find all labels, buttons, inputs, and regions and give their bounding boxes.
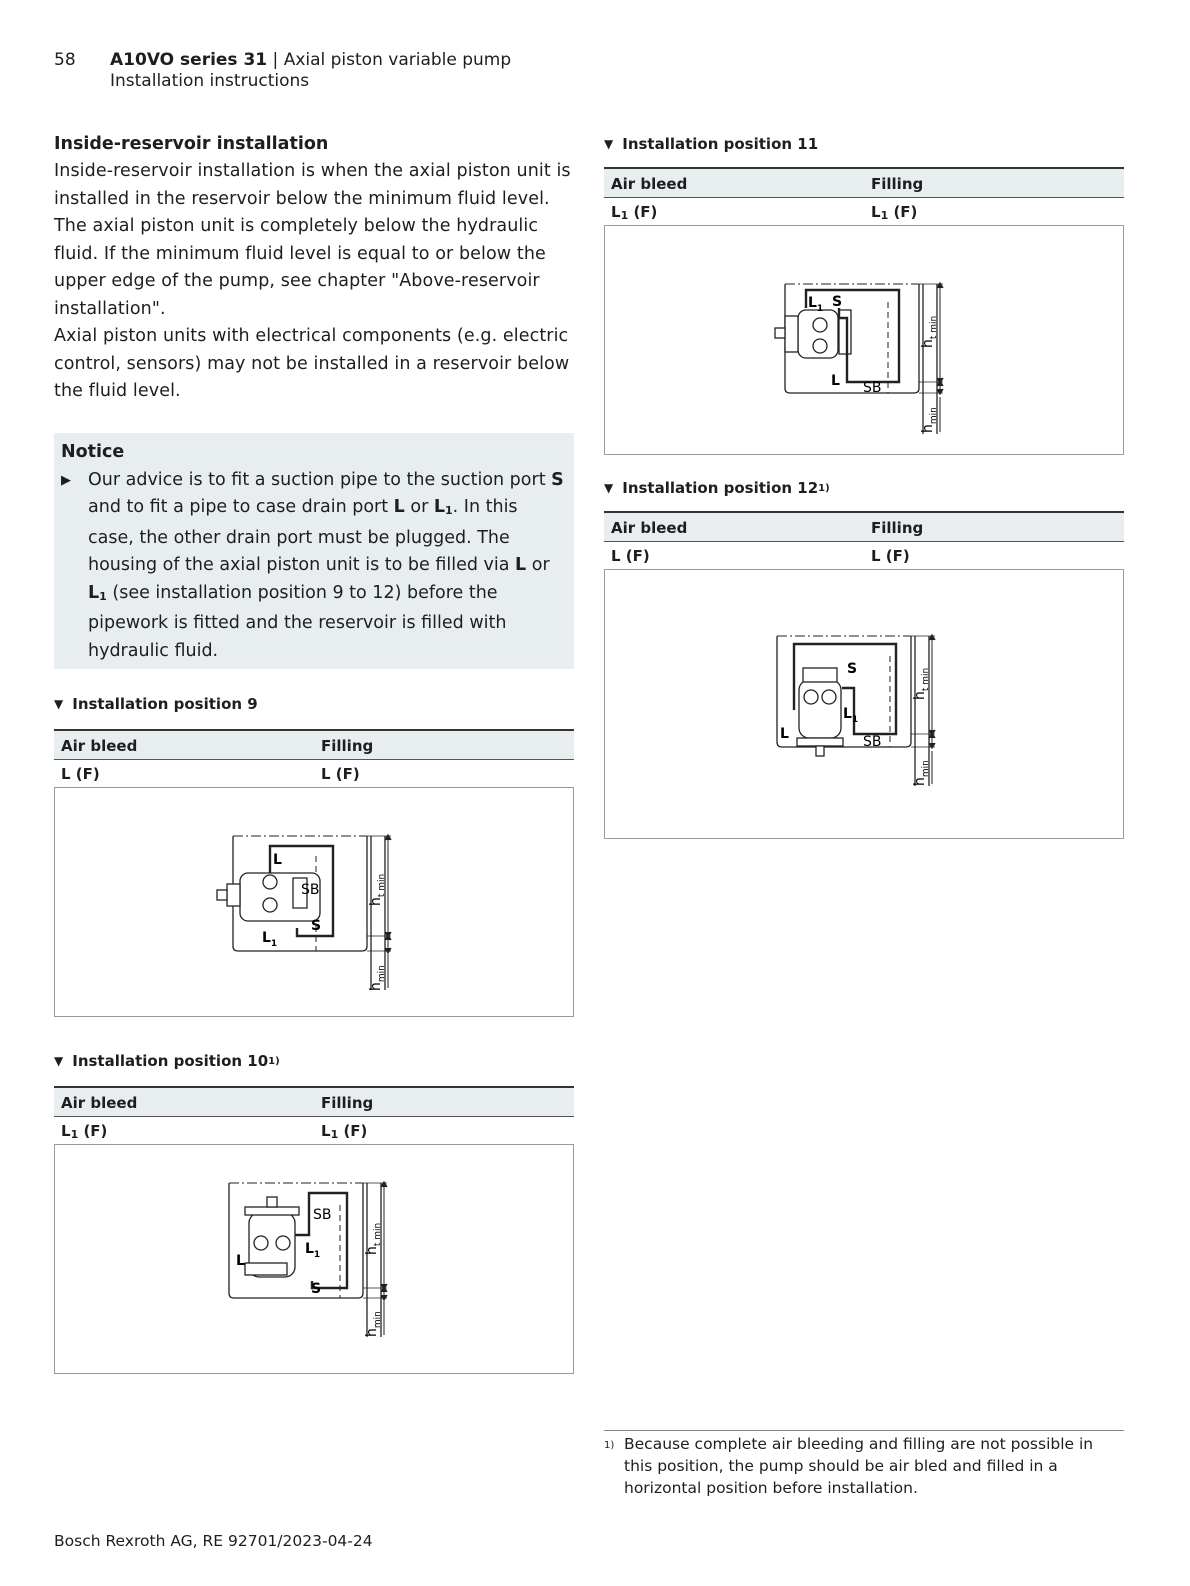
filling-header: Filling <box>314 1087 574 1117</box>
label-h-min: $h_{min}$ <box>912 760 931 786</box>
filling-header: Filling <box>864 512 1124 542</box>
notice-text: Our advice is to fit a suction pipe to the suction port S and to fit a pipe to case drain port L or L1. In this case, the other drain port must be plugged. The housing of the axial piston unit is to be filled via L or L1 (see installation position 9 to 12) before the pipework is fitted and the reservoir is filled with hydraulic fluid. <box>88 469 564 661</box>
air-bleed-header: Air bleed <box>604 168 864 198</box>
footnote-text: Because complete air bleeding and filling are not possible in this position, the pump should be air bled and filled in a horizontal position before installation. <box>624 1435 1094 1497</box>
filling-value: L (F) <box>321 764 360 783</box>
label-h-min: $h_{min}$ <box>920 407 939 433</box>
position-heading[interactable]: ▼ Installation position 10 1) <box>54 1052 280 1070</box>
intro-paragraph-1: Inside-reservoir installation is when the axial piston unit is installed in the reservoir below the minimum fluid level. The axial piston unit is completely below the hydraulic fluid. If the minimum fluid level is equal to or below the upper edge of the pump, see chapter "Above-reservoir installation". <box>54 161 571 319</box>
label-ht-min: $h_{t min}$ <box>364 1222 383 1255</box>
port-label-l: L <box>780 726 789 742</box>
header-separator: | <box>267 50 284 70</box>
label-sb: SB <box>313 1207 332 1223</box>
air-bleed-table <box>604 167 1124 225</box>
port-label-l1: $L_1$ <box>843 706 859 725</box>
page-footer: Bosch Rexroth AG, RE 92701/2023-04-24 <box>54 1532 373 1550</box>
installation-diagram <box>54 787 574 1017</box>
air-bleed-header: Air bleed <box>54 730 314 760</box>
port-label-s: S <box>847 661 858 677</box>
notice-title: Notice <box>61 441 125 462</box>
triangle-down-icon: ▼ <box>604 137 614 151</box>
port-label-l: L <box>831 373 840 389</box>
installation-diagram <box>604 569 1124 839</box>
port-label-l: L <box>273 852 282 868</box>
port-label-s: S <box>311 1281 322 1297</box>
label-sb: SB <box>863 380 882 396</box>
installation-diagram <box>54 1144 574 1374</box>
intro-paragraph-2: Axial piston units with electrical components (e.g. electric control, sensors) may not be installed in a reservoir below the fluid level. <box>54 326 570 401</box>
page-number: 58 <box>54 50 76 70</box>
label-ht-min: $h_{t min}$ <box>368 873 387 906</box>
position-heading[interactable]: ▼ Installation position 11 <box>604 135 819 153</box>
label-h-min: $h_{min}$ <box>364 1311 383 1337</box>
notice-box <box>54 433 574 670</box>
position-10 <box>54 1050 574 1374</box>
air-bleed-header: Air bleed <box>604 512 864 542</box>
footnote <box>604 1433 1124 1499</box>
notice-item <box>61 467 567 666</box>
air-bleed-table <box>54 1086 574 1144</box>
position-9 <box>54 693 574 1017</box>
air-bleed-table <box>604 511 1124 569</box>
section-heading: Inside-reservoir installation <box>54 134 329 154</box>
port-label-l1: $L_1$ <box>262 930 278 949</box>
label-ht-min: $h_{t min}$ <box>912 667 931 700</box>
port-label-s: S <box>311 918 322 934</box>
air-bleed-value: L (F) <box>611 546 650 565</box>
port-label-l: L <box>236 1253 245 1269</box>
air-bleed-header: Air bleed <box>54 1087 314 1117</box>
filling-value: L1 (F) <box>321 1121 368 1141</box>
filling-value: L1 (F) <box>871 202 918 222</box>
position-heading[interactable]: ▼ Installation position 12 1) <box>604 479 830 497</box>
triangle-down-icon: ▼ <box>54 697 64 711</box>
installation-diagram <box>604 225 1124 455</box>
triangle-down-icon: ▼ <box>604 481 614 495</box>
left-column <box>54 133 574 1374</box>
footnote-divider <box>604 1430 1124 1431</box>
position-heading[interactable]: ▼ Installation position 9 <box>54 695 258 713</box>
footnote-mark: 1) <box>604 1440 615 1451</box>
air-bleed-value: L (F) <box>61 764 100 783</box>
triangle-down-icon: ▼ <box>54 1054 64 1068</box>
filling-value: L (F) <box>871 546 910 565</box>
label-ht-min: $h_{t min}$ <box>920 315 939 348</box>
port-label-l1: $L_1$ <box>305 1241 321 1260</box>
product-name: A10VO series 31 <box>110 50 268 70</box>
product-subtitle: Axial piston variable pump <box>283 50 512 70</box>
label-sb: SB <box>863 734 882 750</box>
air-bleed-value: L1 (F) <box>611 202 658 222</box>
port-label-s: S <box>832 294 843 310</box>
right-column <box>604 133 1124 839</box>
air-bleed-value: L1 (F) <box>61 1121 108 1141</box>
position-11 <box>604 133 1124 455</box>
section-name: Installation instructions <box>110 71 310 91</box>
triangle-right-icon: ▶ <box>61 472 71 488</box>
filling-header: Filling <box>864 168 1124 198</box>
filling-header: Filling <box>314 730 574 760</box>
position-12 <box>604 477 1124 839</box>
label-h-min: $h_{min}$ <box>368 965 387 991</box>
page-header <box>110 50 511 92</box>
port-label-l1: $L_1$ <box>808 295 824 314</box>
label-sb: SB <box>301 882 320 898</box>
air-bleed-table <box>54 729 574 787</box>
